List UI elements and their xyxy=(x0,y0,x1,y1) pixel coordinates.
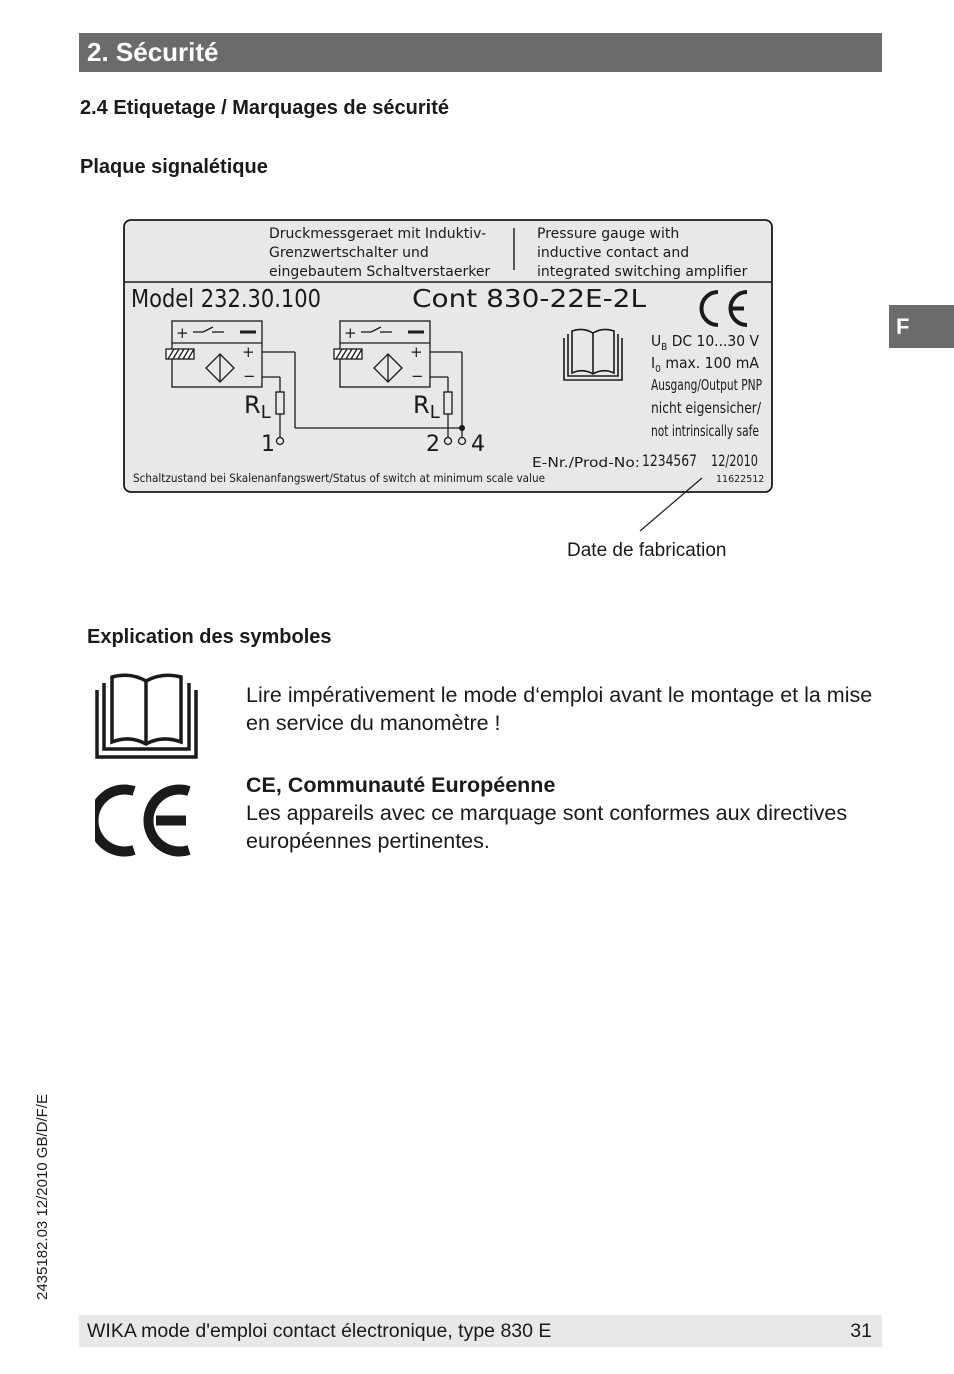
ub-spec: $U_B$ DC 10...30 V xyxy=(651,332,770,353)
switch1-minus: − xyxy=(243,367,256,385)
switch2-plus: + xyxy=(410,343,423,361)
not-safe-en: not intrinsically safe xyxy=(651,422,759,440)
terminal-2: 2 xyxy=(426,432,440,457)
rl-label-1: $R_L$ xyxy=(244,391,271,423)
terminal-1: 1 xyxy=(261,432,275,457)
ce-icon xyxy=(95,783,197,859)
nameplate-diagram xyxy=(0,0,954,600)
io-spec: $I_0$ max. 100 mA xyxy=(651,354,770,375)
manual-description: Lire impérativement le mode d‘emploi avant le montage et la mise en service du manomètre ! xyxy=(246,683,873,735)
ce-title: CE, Communauté Européenne xyxy=(246,773,556,797)
de-line-1: Druckmessgeraet mit Induktiv- xyxy=(269,226,487,242)
manual-icon xyxy=(94,673,200,761)
prod-number: 1234567 xyxy=(642,451,697,470)
language-tab: F xyxy=(889,305,954,348)
terminal-4: 4 xyxy=(471,432,485,457)
en-line-2: inductive contact and xyxy=(537,245,690,261)
ce-description xyxy=(246,771,886,855)
footer-title: WIKA mode d'emploi contact électronique, type 830 E xyxy=(87,1320,552,1342)
document-code: 2435182.03 12/2010 GB/D/F/E xyxy=(34,1094,51,1300)
model-text: Model 232.30.100 xyxy=(131,284,321,313)
en-line-1: Pressure gauge with xyxy=(537,226,680,242)
manufacture-date: 12/2010 xyxy=(711,451,758,470)
page-number: 31 xyxy=(850,1320,872,1342)
cont-text: Cont 830-22E-2L xyxy=(412,284,647,313)
ce-text: Les appareils avec ce marquage sont conformes aux directives européennes pertinentes. xyxy=(246,801,848,853)
prod-label: E-Nr./Prod-No: xyxy=(532,456,640,471)
not-safe-de: nicht eigensicher/ xyxy=(651,399,762,417)
switch2-minus: − xyxy=(411,367,424,385)
subsection-title: 2.4 Etiquetage / Marquages de sécurité xyxy=(80,97,450,119)
de-line-3: eingebautem Schaltverstaerker xyxy=(269,264,491,280)
nameplate-heading: Plaque signalétique xyxy=(80,156,268,178)
symbols-heading: Explication des symboles xyxy=(87,626,332,648)
date-callout-label: Date de fabrication xyxy=(567,540,727,561)
switch1-plus: + xyxy=(242,343,255,361)
switch1-plus-top: + xyxy=(176,324,189,342)
output-spec: Ausgang/Output PNP xyxy=(651,376,762,394)
small-code: 11622512 xyxy=(716,474,765,485)
page-footer xyxy=(79,1315,882,1347)
section-title: 2. Sécurité xyxy=(79,33,882,72)
rl-label-2: $R_L$ xyxy=(413,391,440,423)
status-note: Schaltzustand bei Skalenanfangswert/Status of switch at minimum scale value xyxy=(133,471,545,485)
de-line-2: Grenzwertschalter und xyxy=(269,245,429,261)
switch2-plus-top: + xyxy=(344,324,357,342)
en-line-3: integrated switching amplifier xyxy=(537,264,748,280)
manual-icon-plate xyxy=(564,329,622,380)
